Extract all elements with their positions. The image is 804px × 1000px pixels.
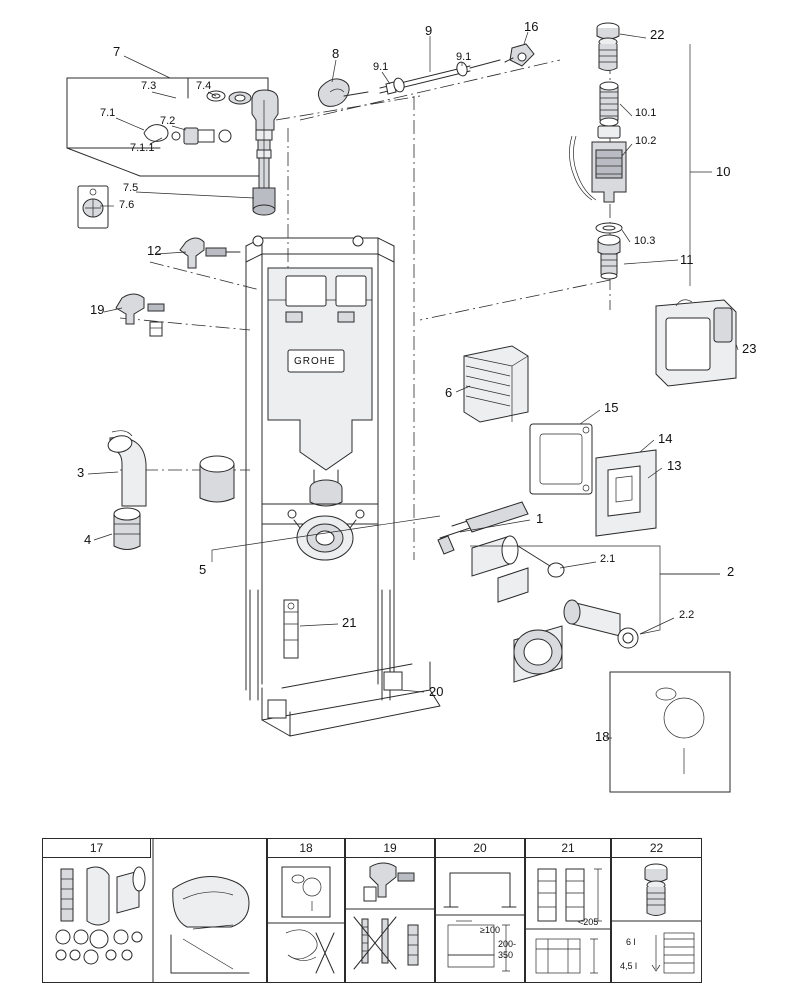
callout-7-4: 7.4 xyxy=(196,80,212,92)
legend-22-vol-1: 6 l xyxy=(626,937,636,947)
legend-num-22: 22 xyxy=(649,841,664,855)
part-18-wall-plate xyxy=(610,672,730,792)
callout-21: 21 xyxy=(342,615,357,630)
callout-7-1: 7.1 xyxy=(100,107,116,119)
part-19-anchor xyxy=(116,294,164,336)
callout-2-2: 2.2 xyxy=(679,609,695,621)
brand-logo-text: GROHE xyxy=(294,356,336,367)
legend-20-dim-2: 200- xyxy=(498,939,517,949)
legend-21-dim: <205 xyxy=(578,917,599,927)
part-10-fill-valve xyxy=(569,82,626,279)
callout-10-3: 10.3 xyxy=(634,235,656,247)
callout-7-3: 7.3 xyxy=(141,80,157,92)
callout-16: 16 xyxy=(524,19,539,34)
legend-head-17 xyxy=(43,839,151,858)
callout-8: 8 xyxy=(332,46,340,61)
callout-13: 13 xyxy=(667,458,682,473)
legend-art-18 xyxy=(268,839,344,982)
part-3-4-elbow xyxy=(107,431,234,550)
callout-7-5: 7.5 xyxy=(123,182,139,194)
legend-cell-18 xyxy=(267,838,345,983)
part-22-inlet xyxy=(597,23,619,71)
callout-9: 9 xyxy=(425,23,433,38)
callout-18: 18 xyxy=(595,729,610,744)
callout-2: 2 xyxy=(727,564,735,579)
callout-12: 12 xyxy=(147,243,162,258)
callout-20: 20 xyxy=(429,684,444,699)
legend-art-20 xyxy=(436,839,524,982)
legend-22-vol-2: 4,5 l xyxy=(620,961,638,971)
legend-strip xyxy=(42,838,702,983)
legend-cell-22 xyxy=(611,838,702,983)
legend-head-19 xyxy=(346,839,434,858)
callout-7-2: 7.2 xyxy=(160,115,176,127)
callout-15: 15 xyxy=(604,400,619,415)
legend-num-17: 17 xyxy=(89,841,104,855)
legend-num-21: 21 xyxy=(561,841,575,855)
callout-6: 6 xyxy=(445,385,453,400)
legend-cell-17 xyxy=(42,838,267,983)
callout-4: 4 xyxy=(84,532,92,547)
legend-num-19: 19 xyxy=(383,841,397,855)
callout-9-1-b: 9.1 xyxy=(456,51,472,63)
callout-23: 23 xyxy=(742,341,757,356)
legend-head-22 xyxy=(612,839,701,858)
callout-9-1-a: 9.1 xyxy=(373,61,389,73)
legend-20-dim-1: ≥100 xyxy=(480,925,500,935)
legend-head-18 xyxy=(268,839,344,858)
legend-art-21 xyxy=(526,839,610,982)
legend-head-21 xyxy=(526,839,610,858)
callout-22: 22 xyxy=(650,27,665,42)
part-8-lever xyxy=(318,79,368,107)
part-6-insulation xyxy=(464,346,528,422)
callout-3: 3 xyxy=(77,465,85,480)
part-14-13-actuation-plate xyxy=(596,450,656,536)
callout-7-1-1: 7.1.1 xyxy=(130,142,155,154)
part-23-bracket-set xyxy=(656,300,736,386)
legend-cell-20 xyxy=(435,838,525,983)
callout-10-2: 10.2 xyxy=(635,135,657,147)
part-15-frame-plate xyxy=(530,424,592,494)
callout-14: 14 xyxy=(658,431,673,446)
legend-head-20 xyxy=(436,839,524,858)
callout-7-6: 7.6 xyxy=(119,199,135,211)
legend-art-17 xyxy=(43,839,266,982)
part-7-flush-valve xyxy=(67,78,278,228)
legend-art-19 xyxy=(346,839,434,982)
callout-11: 11 xyxy=(680,252,694,267)
part-12-bracket xyxy=(180,238,240,268)
callout-10-1: 10.1 xyxy=(635,107,657,119)
legend-num-18: 18 xyxy=(299,841,313,855)
legend-cell-21 xyxy=(525,838,611,983)
legend-cell-19 xyxy=(345,838,435,983)
callout-7: 7 xyxy=(113,44,121,59)
callout-19: 19 xyxy=(90,302,105,317)
legend-20-dim-3: 350 xyxy=(498,950,514,960)
callout-1: 1 xyxy=(536,511,544,526)
callout-2-1: 2.1 xyxy=(600,553,616,565)
legend-num-20: 20 xyxy=(473,841,487,855)
callout-5: 5 xyxy=(199,562,207,577)
rapid-sl-frame xyxy=(246,236,440,736)
callout-10: 10 xyxy=(716,164,731,179)
